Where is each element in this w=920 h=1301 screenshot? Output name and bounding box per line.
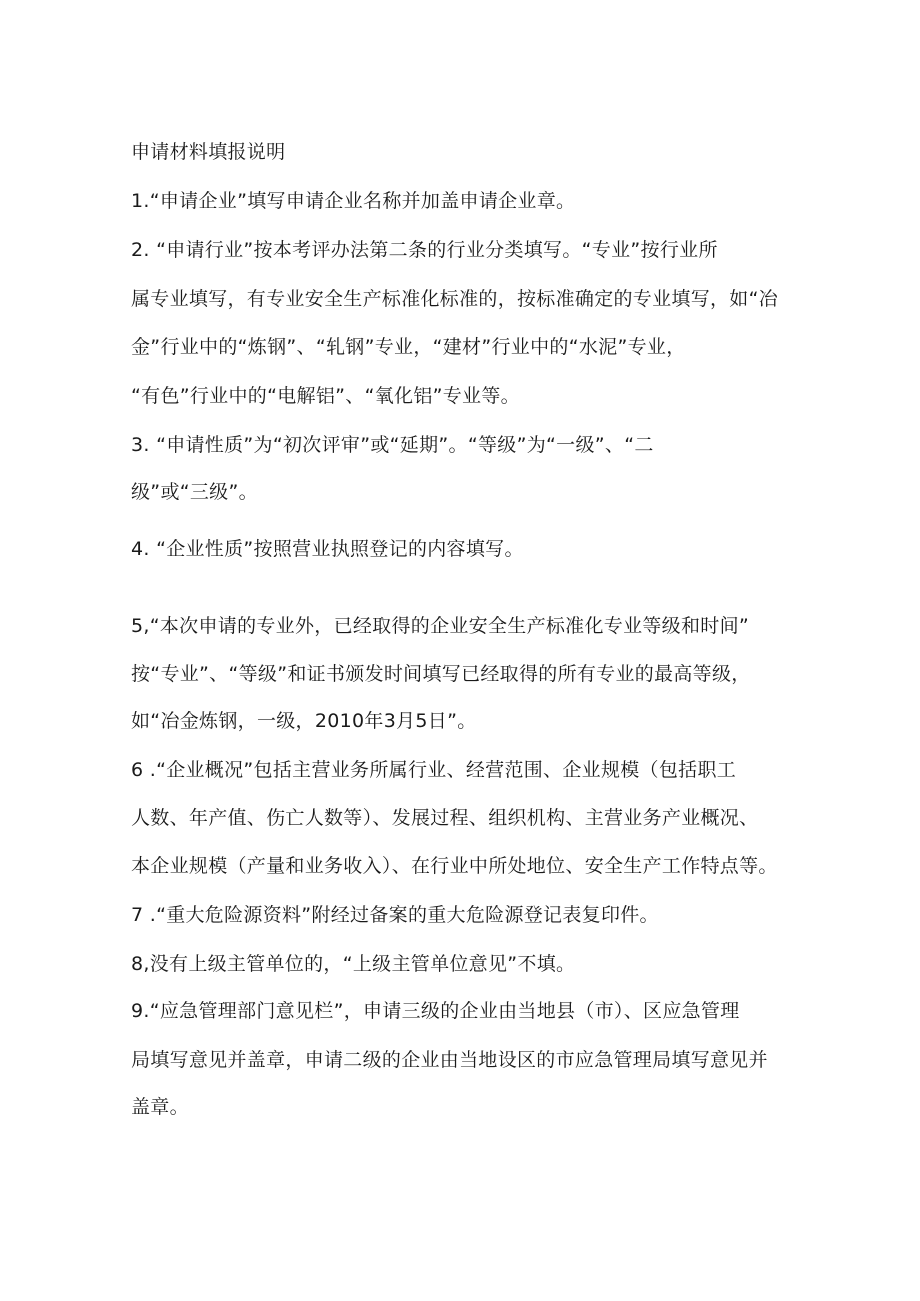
item-6-line-3: 本企业规模（产量和业务收入）、在行业中所处地位、安全生产工作特点等。 xyxy=(131,855,778,877)
item-5-line-3: 如“冶金炼钢，一级，2010年3月5日”。 xyxy=(131,710,477,732)
item-6-line-1: 6 .“企业概况”包括主营业务所属行业、经营范围、企业规模（包括职工 xyxy=(131,759,737,781)
item-9-line-3: 盖章。 xyxy=(131,1096,189,1118)
item-2-line-2: 属专业填写，有专业安全生产标准化标准的，按标准确定的专业填写，如“冶 xyxy=(131,288,779,310)
page-title: 申请材料填报说明 xyxy=(131,141,286,163)
item-9-line-1: 9.“应急管理部门意见栏”，申请三级的企业由当地县（市）、区应急管理 xyxy=(131,1000,740,1022)
item-4-line-1: 4. “企业性质”按照营业执照登记的内容填写。 xyxy=(131,538,524,560)
item-7-line-1: 7 .“重大危险源资料”附经过备案的重大危险源登记表复印件。 xyxy=(131,904,659,926)
item-3-line-1: 3. “申请性质”为“初次评审”或“延期”。“等级”为“一级”、“二 xyxy=(131,434,654,456)
item-2-line-3: 金”行业中的“炼钢”、“轧钢”专业，“建材”行业中的“水泥”专业， xyxy=(131,336,686,358)
item-5-line-1: 5,“本次申请的专业外，已经取得的企业安全生产标准化专业等级和时间” xyxy=(131,615,750,637)
item-2-line-1: 2. “申请行业”按本考评办法第二条的行业分类填写。“专业”按行业所 xyxy=(131,239,718,261)
item-1-line-1: 1.“申请企业”填写申请企业名称并加盖申请企业章。 xyxy=(131,190,576,212)
item-3-line-2: 级”或“三级”。 xyxy=(131,481,258,503)
item-6-line-2: 人数、年产值、伤亡人数等）、发展过程、组织机构、主营业务产业概况、 xyxy=(131,807,759,829)
item-2-line-4: “有色”行业中的“电解铝”、“氧化铝”专业等。 xyxy=(131,385,520,407)
item-8-line-1: 8,没有上级主管单位的，“上级主管单位意见”不填。 xyxy=(131,953,576,975)
item-5-line-2: 按“专业”、“等级”和证书颁发时间填写已经取得的所有专业的最高等级， xyxy=(131,663,751,685)
item-9-line-2: 局填写意见并盖章，申请二级的企业由当地设区的市应急管理局填写意见并 xyxy=(131,1049,768,1071)
